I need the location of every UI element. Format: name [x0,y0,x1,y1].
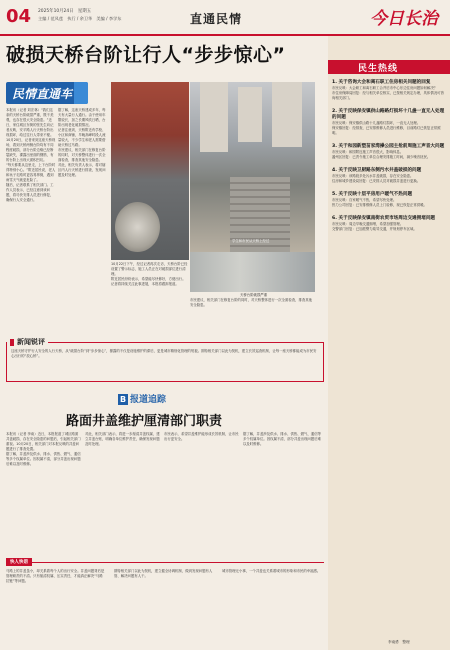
hotline-item-title: 5. 关于反映十层平房用户暖气不热问题 [332,192,413,197]
newspaper-logo: 今日长治 [370,9,438,29]
stair-detail-photo [111,82,189,260]
damaged-step-photo [190,252,315,292]
hotline-item [332,144,446,160]
hotline-answer: 潞州区回复：已责令施工单位合理安排施工时间，减少噪音扰民。 [332,155,431,159]
paragraph: 市民表示，希望井盖维护能形成长效机制，让市民出行更安全。 [164,432,239,441]
hotline-item-title: 4. 关于反映卫厨路东侧污水井盖破损的问题 [332,168,422,173]
hotline-question: 市民反映：该路段多处污水井盖破损，存在安全隐患。 [332,174,414,178]
page-number: 04 [6,6,32,27]
paragraph: 随后，记者联系了相关部门。工作人员表示，已经注意到该问题，将尽快安排人员进行修复，确保行人安全通行。 [6,183,54,202]
quick-comment-box [6,562,324,648]
hotline-item-title: 2. 关于反映保安镇供山路路灯损坏十几盏一直无人处理的问题 [332,109,445,120]
building [200,82,228,152]
paragraph: 本报讯（记者 刘宏林）“我们这条的天桥台阶破损严重，既不美观，也存在很大安全隐患。”近日，家住城区东街的张先生向记者反映，安平路人行天桥台阶出现损坏，给过往行人带来不便。 [6,108,54,137]
broken-step-closeup [115,202,160,252]
article2-col4 [243,432,321,447]
b-badge-icon: B [119,395,127,404]
issue-date: 2025年10月24日 星期五 [38,9,92,14]
article1-col3 [111,262,189,287]
article2-col3 [164,432,239,442]
follow-up-tag [118,392,166,405]
compiler-credit: 李南勇 整理 [388,640,410,644]
photo-caption: 天桥台阶破损严重 [240,293,268,297]
paragraph: 据了解，井盖涉及供水、排水、供热、燃气、通信等多个权属单位。因权属不清，部分井盖出现问题后难以及时维修。 [6,452,81,466]
hotline-item-title: 3. 关于和园新塑苗家湾操公园主抢前周施工声音大问题 [332,144,445,149]
hotline-item-title: 6. 关于反映保安镇南街农贸市场周边交通拥堵问题 [332,216,436,221]
paragraph: 10月20日，记者来到这座天桥现场，看到天桥两侧台阶均有不同程度破损，部分台阶边缘已经断裂缺失，裸露出里面的钢筋，有的台阶上出现大面积凹坑。 [6,138,56,162]
paragraph: 对此，相关部门表示，将进一步厘清井盖权属，建立井盖台账，明确各单位维护责任，确保发现问题及时处理。 [85,432,160,446]
main-headline: 破损天桥台阶让行人“步步惊心” [6,44,286,66]
hotline-item [332,109,446,136]
column-banner [6,82,88,104]
paragraph: 城市管理无小事，一个井盖也关系着城市的形象和市民的幸福感。 [222,569,321,573]
hotline-question: 市民反映：自家暖气不热，希望尽快处理。 [332,198,397,202]
commentary-label: 新闻锐评 [7,337,48,347]
hotline-answer: 交警部门回复：已加派警力疏导交通，并规划停车区域。 [332,227,417,231]
hotline-list [332,80,446,240]
hotline-item [332,192,446,208]
hotline-answer: 热力公司回复：已安排维修人员上门检修，现已恢复正常供暖。 [332,203,427,207]
section-title: 直通民情 [190,12,243,26]
hotline-answer: 住房和城乡建设局回复：已安排人员对破损井盖进行更换。 [332,179,421,183]
hotline-question: 市民反映：保安镇供山路十几盏路灯损坏，一直无人处理。 [332,121,421,125]
banner-label: 民情直通车 [12,87,73,101]
page-header [0,0,450,36]
building [238,87,262,142]
quick-comment-label: 快人快语 [6,558,32,566]
paragraph: 记者注意到，天桥附近有学校、小区和商铺，早晚高峰时段人流量较大，不少学生和老人需要借助天桥过马路。 [58,128,106,147]
paragraph: 马路上的井盖虽小，却关系着每个人的出行安全。井盖问题背后是管理职责的不清。只有厘清权属、压实责任，才能真正解决“马路拉链”等问题。 [6,569,105,583]
commentary-text: 这座天桥守护行人安全的人行天桥，从“破损台阶”到“步步惊心”，暴露的不仅是设施维护的滞后，更是城市精细化管理的短板。期待相关部门以此为契机，建立长效巡查机制，让每一座天桥都能成为市民安心出行的“放心桥”。 [11,349,317,358]
paragraph: 附近居民纷纷表示，希望能尽快修好，方便出行。 [111,277,186,281]
paragraph: 期待相关部门以此为契机，建立健全协调机制，做到发现问题有人管、解决问题有人干。 [114,569,213,578]
hotline-answer: 市住房保障局回复：经与相关单位核实，已按相关规定办理，具体情况可咨询相关部门。 [332,91,444,100]
article2-col1 [6,432,81,467]
overpass-photo [190,82,315,252]
article1-col2 [58,108,108,178]
paragraph: 10月22日下午，经过记者再次走访，天桥台阶已经设置了警示标志，施工人员正在对破损部位进行清理。 [111,262,188,276]
news-commentary-box [6,338,324,382]
paragraph: 市民建议，相关部门在修复台阶的同时，对天桥整体进行一次全面检查，排查其他安全隐患。 [58,148,106,162]
hotline-answer: 保安镇回复：经排查，已安排维修人员进行维修，目前路灯已恢复正常照明。 [332,126,441,135]
paragraph: “每天都要从这里走，上下台阶时得特别小心。”附近居民说，老人和孩子走路时更容易摔倒，遇到雨雪天气就更危险了。 [6,163,56,182]
photo-caption: 学生和市民从天桥上经过 [232,239,270,243]
hotline-item [332,168,446,184]
paragraph: 本报讯（记者 李南）近日，本报报道了城区路面井盖破损、存在安全隐患的问题后，引起相关部门重视。10月20日，相关部门对本报反映的井盖问题进行了排查处置。 [6,432,81,451]
follow-up-label: 报道追踪 [130,395,167,405]
article2-headline: 路面井盖维护厘清部门职责 [66,414,223,429]
paragraph: 对此，相关负责人表示，将对辖区内人行天桥进行排查，发现问题及时处理。 [58,163,106,177]
paragraph: 记者将持续关注此事进展，本报将跟踪报道。 [111,282,179,286]
article1-col1 [6,108,56,203]
hotline-title: 民生热线 [358,64,399,74]
hotline-question: 市民反映：大会职工和离石职工合并后市中心东边住房问题如何解决？ [332,86,438,90]
hotline-question: 市民反映：周边早晚交通拥堵，希望加强管理。 [332,222,404,226]
building [272,82,302,147]
paragraph: 市民建议，相关部门在修复台阶的同时，对天桥整体进行一次全面检查，排查其他安全隐患。 [190,298,313,307]
article2-col2 [85,432,160,447]
article1-col4 [190,298,315,308]
editor-credits: 主编 / 范凤莲 执行 / 余卫华 美编 / 李学东 [38,16,122,21]
hotline-item [332,216,446,232]
hotline-header [328,60,450,74]
hotline-question: 市民反映：和园附近施工声音很大，影响休息。 [332,150,404,154]
hotline-item [332,80,446,101]
paragraph: 据了解，井盖涉及供水、排水、供热、燃气、通信等多个权属单位。因权属不清，部分井盖出现问题后难以及时维修。 [243,432,321,446]
paragraph: 据了解，这座天桥建成多年，每天有大量行人通行。由于使用年限较长，加之长期风吹日晒，台阶出现老化破损情况。 [58,108,106,127]
hotline-item-title: 1. 关于咨询大会和离石职工住房相关问题的回复 [332,80,431,85]
